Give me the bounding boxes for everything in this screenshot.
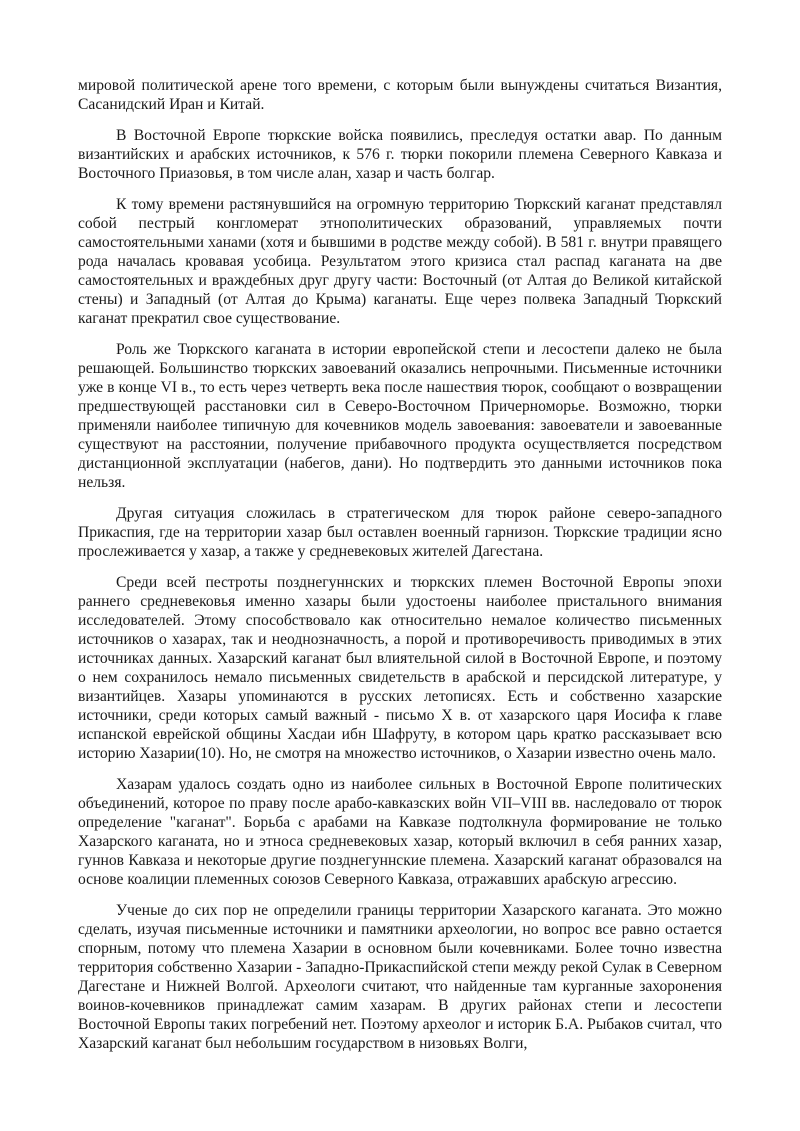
paragraph-4: Роль же Тюркского каганата в истории европейской степи и лесостепи далеко не была решающей. Большинство тюркских завоеваний оказались непрочными. Письменные источники уже в конце VI в., то есть через четверть века после нашествия тюрок, сообщают о возвращении предшествующей расстановки сил в Северо-Восточном Причерноморье. Возможно, тюрки применяли наиболее типичную для кочевников модель завоевания: завоеватели и завоеванные существуют на расстоянии, получение прибавочного продукта осуществляется посредством дистанционной эксплуатации (набегов, дани). Но подтвердить это данными источников пока нельзя. [78,341,722,491]
paragraph-5: Другая ситуация сложилась в стратегическом для тюрок районе северо-западного Прикаспия, где на территории хазар был оставлен военный гарнизон. Тюркские традиции ясно прослеживается у хазар, а также у средневековых жителей Дагестана. [78,505,722,560]
document-page [78,76,722,1065]
paragraph-6: Среди всей пестроты позднегуннских и тюркских племен Восточной Европы эпохи раннего средневековья именно хазары были удостоены наиболее пристального внимания исследователей. Этому способствовало как относительно немалое количество письменных источников о хазарах, так и неоднозначность, а порой и противоречивость приводимых в этих источниках данных. Хазарский каганат был влиятельной силой в Восточной Европе, и поэтому о нем сохранилось немало письменных свидетельств в арабской и персидской литературе, у византийцев. Хазары упоминаются в русских летописях. Есть и собственно хазарские источники, среди которых самый важный - письмо X в. от хазарского царя Иосифа к главе испанской еврейской общины Хасдаи ибн Шафруту, в котором царь кратко рассказывает всю историю Хазарии(10). Но, не смотря на множество источников, о Хазарии известно очень мало. [78,574,722,762]
paragraph-2: В Восточной Европе тюркские войска появились, преследуя остатки авар. По данным византийских и арабских источников, к 576 г. тюрки покорили племена Северного Кавказа и Восточного Приазовья, в том числе алан, хазар и часть болгар. [78,127,722,182]
paragraph-3: К тому времени растянувшийся на огромную территорию Тюркский каганат представлял собой пестрый конгломерат этнополитических образований, управляемых почти самостоятельными ханами (хотя и бывшими в родстве между собой). В 581 г. внутри правящего рода началась кровавая усобица. Результатом этого кризиса стал распад каганата на две самостоятельных и враждебных друг другу части: Восточный (от Алтая до Великой китайской стены) и Западный (от Алтая до Крыма) каганаты. Еще через полвека Западный Тюркский каганат прекратил свое существование. [78,196,722,327]
paragraph-7: Хазарам удалось создать одно из наиболее сильных в Восточной Европе политических объединений, которое по праву после арабо-кавказских войн VII–VIII вв. наследовало от тюрок определение "каганат". Борьба с арабами на Кавказе подтолкнула формирование не только Хазарского каганата, но и этноса средневековых хазар, который включил в себя ранних хазар, гуннов Кавказа и некоторые другие позднегуннские племена. Хазарский каганат образовался на основе коалиции племенных союзов Северного Кавказа, отражавших арабскую агрессию. [78,776,722,888]
paragraph-1: мировой политической арене того времени, с которым были вынуждены считаться Византия, Сасанидский Иран и Китай. [78,77,722,113]
paragraph-8: Ученые до сих пор не определили границы территории Хазарского каганата. Это можно сделать, изучая письменные источники и памятники археологии, но вопрос все равно остается спорным, потому что племена Хазарии в основном были кочевниками. Более точно известна территория собственно Хазарии - Западно-Прикаспийской степи между рекой Сулак в Северном Дагестане и Нижней Волгой. Археологи считают, что найденные там курганные захоронения воинов-кочевников принадлежат самим хазарам. В других районах степи и лесостепи Восточной Европы таких погребений нет. Поэтому археолог и историк Б.А. Рыбаков считал, что Хазарский каганат был небольшим государством в низовьях Волги, [78,902,722,1052]
